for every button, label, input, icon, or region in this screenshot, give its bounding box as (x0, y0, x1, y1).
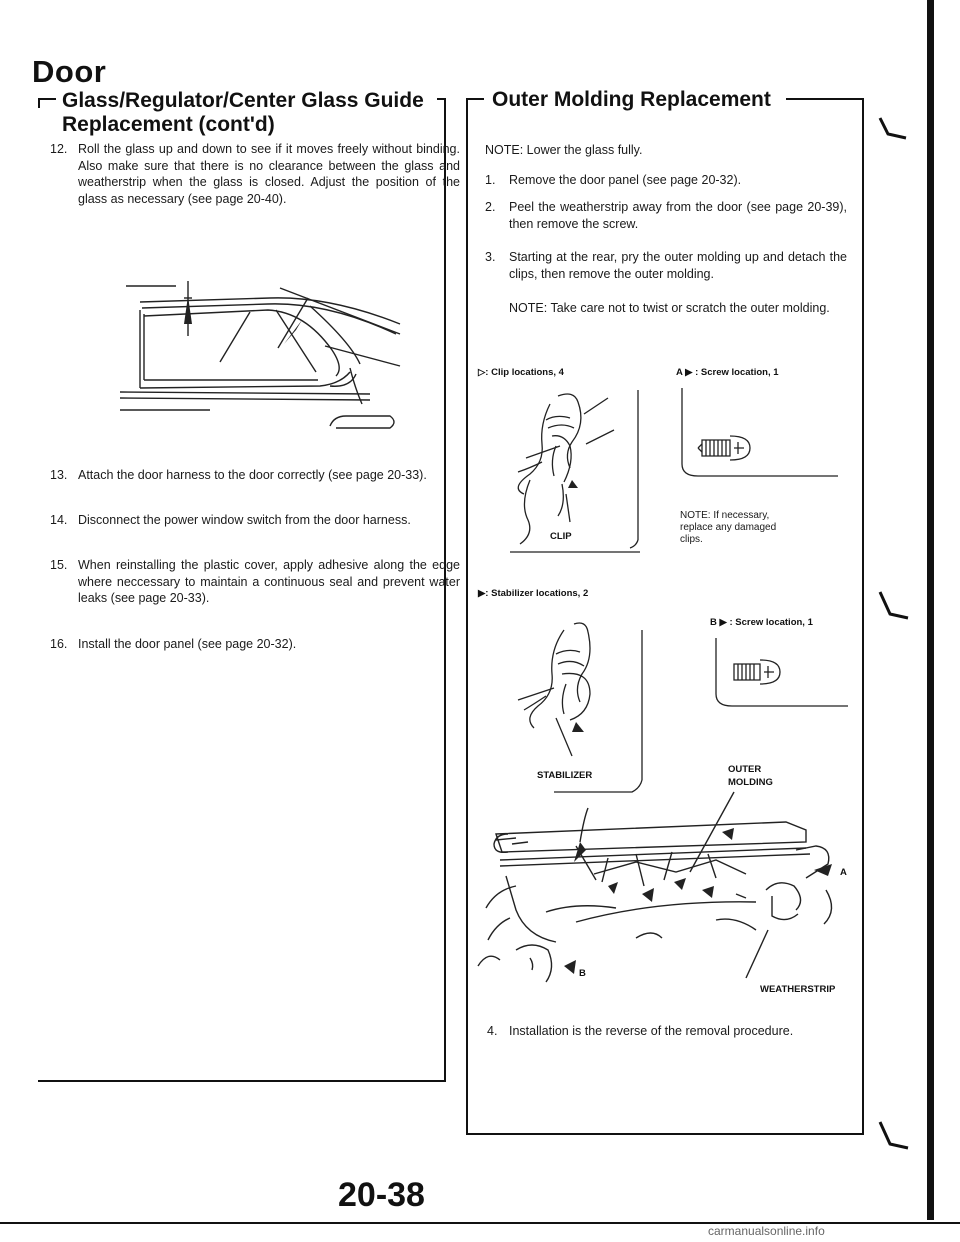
callout-b-label: B (579, 968, 586, 979)
left-frame-right-tick (437, 98, 445, 100)
left-step-13: 13. Attach the door harness to the door correctly (see page 20-33). (50, 468, 427, 482)
right-frame-tick-left (466, 98, 484, 100)
left-step-12: 12. Roll the glass up and down to see if it moves freely without binding. Also make sure that there is no clearance between the glass and weatherstrip when the glass is closed. Adjust the position of the glass as necessary (see page 20-40). (50, 142, 460, 206)
stabilizer-label: STABILIZER (537, 770, 593, 781)
outer-molding-door-illustration (476, 790, 856, 990)
clip-locations-legend: ▷: Clip locations, 4 (478, 367, 564, 378)
right-section-title: Outer Molding Replacement (492, 88, 771, 111)
left-step-16: 16. Install the door panel (see page 20-32). (50, 637, 297, 651)
right-step-4: 4. Installation is the reverse of the removal procedure. (487, 1024, 794, 1038)
margin-thumb-marks (876, 114, 916, 1154)
footer-watermark: carmanualsonline.info (708, 1224, 825, 1238)
right-step-2: 2. Peel the weatherstrip away from the door (see page 20-39), then remove the screw. (485, 200, 847, 231)
left-section-subtitle: Replacement (cont'd) (62, 113, 275, 136)
screw-b-legend: B ▶ : Screw location, 1 (710, 617, 813, 628)
section-title: Door (32, 54, 107, 89)
page-number: 20-38 (338, 1176, 425, 1214)
note-twist-scratch: NOTE: Take care not to twist or scratch the outer molding. (509, 301, 830, 315)
callout-a-label: A (840, 867, 847, 878)
left-section-title: Glass/Regulator/Center Glass Guide (62, 89, 424, 112)
stabilizer-locations-legend: ▶: Stabilizer locations, 2 (478, 588, 589, 599)
right-frame-tick-right (786, 98, 862, 100)
clip-label: CLIP (550, 531, 572, 542)
clip-detail-illustration (490, 384, 650, 570)
page-edge-bar (927, 0, 934, 1220)
screw-a-legend: A ▶ : Screw location, 1 (676, 367, 779, 378)
right-step-1: 1. Remove the door panel (see page 20-32). (485, 173, 742, 187)
note-replace-clips: NOTE: If necessary, replace any damaged clips. (680, 510, 777, 545)
left-step-14: 14. Disconnect the power window switch from the door harness. (50, 513, 411, 527)
screw-a-illustration (668, 384, 848, 494)
weatherstrip-label: WEATHERSTRIP (760, 984, 836, 995)
glass-illustration (100, 276, 410, 436)
outer-molding-label-1: OUTER (728, 764, 762, 775)
note-lower-glass: NOTE: Lower the glass fully. (485, 143, 643, 157)
right-step-3: 3. Starting at the rear, pry the outer molding up and detach the clips, then remove the outer molding. (485, 250, 847, 281)
left-step-15: 15. When reinstalling the plastic cover, apply adhesive along the edge where neccessary to maintain a continuous seal and prevent water leaks (see page 20-33). (50, 558, 460, 605)
screw-b-illustration (704, 634, 854, 714)
outer-molding-label-2: MOLDING (728, 777, 773, 788)
